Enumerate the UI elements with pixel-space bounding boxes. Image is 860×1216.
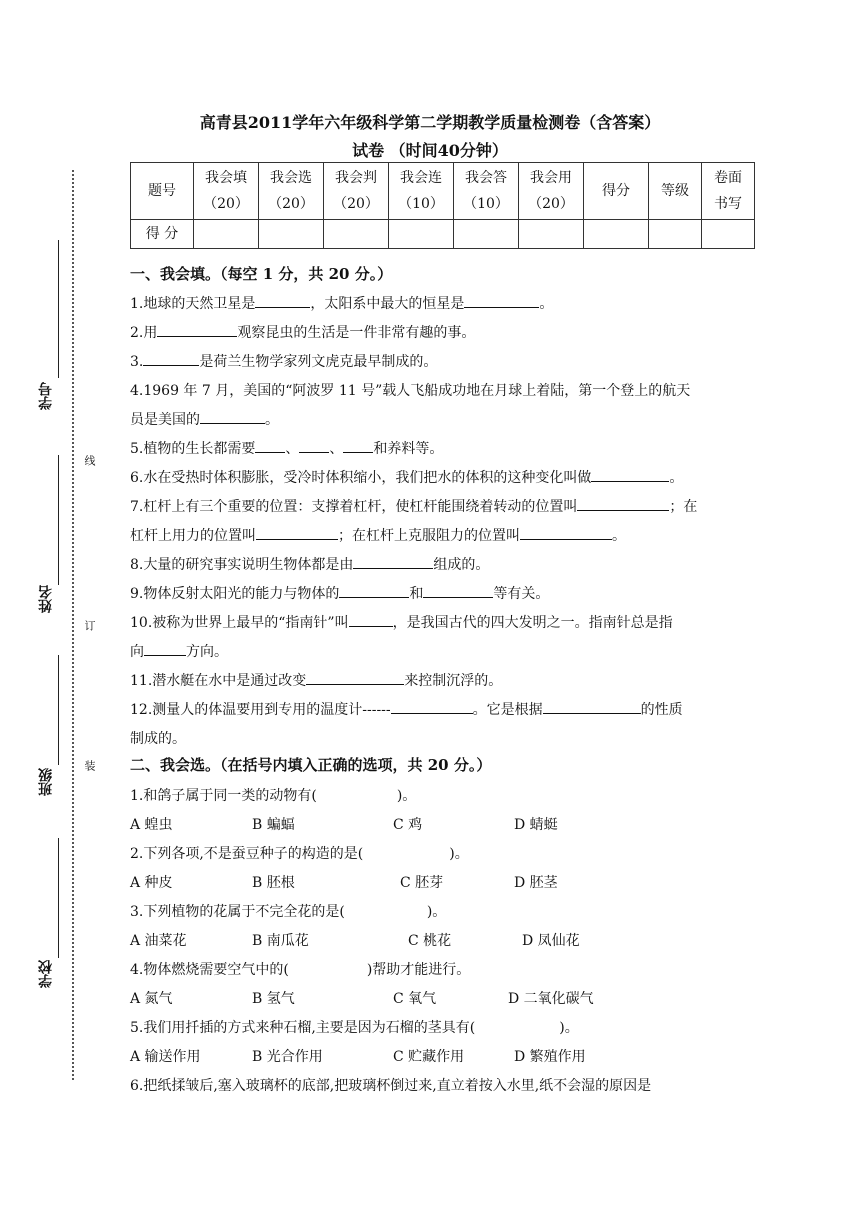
header-cell: 我会判 （20） [324,163,389,220]
option-a[interactable]: A 种皮 [130,875,173,891]
option-c[interactable]: C 贮藏作用 [393,1049,465,1065]
option-d[interactable]: D 蜻蜓 [514,817,558,833]
answer-blank[interactable] [339,584,409,598]
score-input-cell[interactable] [454,220,519,249]
answer-blank[interactable] [306,671,404,685]
header-cell: 卷面 书写 [702,163,755,220]
answer-blank[interactable] [464,294,539,308]
name-label: 姓名 [38,585,54,613]
answer-blank[interactable] [353,555,433,569]
option-b[interactable]: B 胚根 [252,875,295,891]
option-c[interactable]: C 桃花 [408,933,452,949]
option-a[interactable]: A 蝗虫 [130,817,173,833]
score-table [130,162,755,249]
option-c[interactable]: C 胚芽 [400,875,444,891]
exam-subtitle: 试卷 （时间40分钟） [352,141,508,160]
question-1-1: 1.地球的天然卫星是 ，太阳系中最大的恒星是 。 [130,296,554,312]
question-1-7-line1: 7.杠杆上有三个重要的位置：支撑着杠杆，使杠杆能围绕着转动的位置叫 ；在 [130,499,698,515]
question-2-5: 5.我们用扦插的方式来种石榴,主要是因为石榴的茎具有( )。 [130,1020,579,1036]
question-1-5: 5.植物的生长都需要 、 、 和养料等。 [130,441,444,457]
option-d[interactable]: D 胚茎 [514,875,558,891]
question-1-2: 2.用 观察昆虫的生活是一件非常有趣的事。 [130,325,476,341]
score-input-cell[interactable] [519,220,584,249]
section2-heading: 二、我会选。（在括号内填入正确的选项，共 20 分。） [130,756,492,774]
answer-blank[interactable] [255,439,285,453]
exam-title: 高青县2011学年六年级科学第二学期教学质量检测卷（含答案） [199,113,661,132]
answer-blank[interactable] [144,642,186,656]
header-cell: 我会连 （10） [389,163,454,220]
score-input-cell[interactable] [324,220,389,249]
header-cell: 等级 [649,163,702,220]
question-2-3: 3.下列植物的花属于不完全花的是( )。 [130,904,447,920]
question-1-10-line2: 向 方向。 [130,644,228,660]
name-line [58,455,59,585]
score-input-cell[interactable] [389,220,454,249]
student-id-line [58,240,59,378]
answer-blank[interactable] [157,323,237,337]
answer-blank[interactable] [200,410,265,424]
header-cell: 题号 [131,163,194,220]
answer-blank[interactable] [591,468,669,482]
question-1-6: 6.水在受热时体积膨胀，受冷时体积缩小，我们把水的体积的这种变化叫做 。 [130,470,684,486]
option-d[interactable]: D 凤仙花 [522,933,580,949]
question-1-10-line1: 10.被称为世界上最早的“指南针”叫 ，是我国古代的四大发明之一。指南针总是指 [130,615,673,631]
answer-blank[interactable] [349,613,393,627]
score-input-cell[interactable] [194,220,259,249]
score-row-label: 得 分 [131,220,194,249]
question-2-2: 2.下列各项,不是蚕豆种子的构造的是( )。 [130,846,469,862]
question-1-8: 8.大量的研究事实说明生物体都是由 组成的。 [130,557,490,573]
option-b[interactable]: B 氢气 [252,991,295,1007]
answer-blank[interactable] [143,352,199,366]
option-a[interactable]: A 油菜花 [130,933,187,949]
answer-blank[interactable] [343,439,373,453]
header-cell: 我会填 （20） [194,163,259,220]
answer-blank[interactable] [299,439,329,453]
option-d[interactable]: D 二氧化碳气 [508,991,594,1007]
school-line [58,838,59,958]
question-1-12-line1: 12.测量人的体温要用到专用的温度计------ 。它是根据 的性质 [130,702,683,718]
score-input-cell[interactable] [649,220,702,249]
binding-mark-ding: 订 [83,620,96,631]
student-id-label: 学号 [38,382,54,410]
answer-blank[interactable] [391,700,473,714]
school-label: 学校 [38,960,54,988]
option-c[interactable]: C 鸡 [393,817,423,833]
question-1-3: 3. 是荷兰生物学家列文虎克最早制成的。 [130,354,438,370]
option-a[interactable]: A 输送作用 [130,1049,201,1065]
binding-dotted-line [72,170,74,1080]
header-cell: 我会用 （20） [519,163,584,220]
question-1-12-line2: 制成的。 [130,731,186,747]
option-b[interactable]: B 光合作用 [252,1049,323,1065]
question-2-6: 6.把纸揉皱后,塞入玻璃杯的底部,把玻璃杯倒过来,直立着按入水里,纸不会湿的原因是 [130,1078,652,1094]
option-b[interactable]: B 蝙蝠 [252,817,295,833]
option-b[interactable]: B 南瓜花 [252,933,309,949]
question-1-4-line1: 4.1969 年 7 月，美国的“阿波罗 11 号”载人飞船成功地在月球上着陆，第一个登上的航天 [130,383,691,399]
question-1-11: 11.潜水艇在水中是通过改变 来控制沉浮的。 [130,673,503,689]
header-cell: 我会选 （20） [259,163,324,220]
class-line [58,655,59,765]
question-2-4: 4.物体燃烧需要空气中的( )帮助才能进行。 [130,962,471,978]
answer-blank[interactable] [256,526,338,540]
score-input-cell[interactable] [584,220,649,249]
class-label: 班级 [38,768,54,796]
score-table-score-row [131,220,755,249]
score-table-header-row [131,163,755,220]
answer-blank[interactable] [577,497,669,511]
option-c[interactable]: C 氧气 [393,991,437,1007]
answer-blank[interactable] [255,294,310,308]
binding-mark-zhuang: 装 [83,760,96,771]
score-input-cell[interactable] [259,220,324,249]
option-a[interactable]: A 氮气 [130,991,173,1007]
header-cell: 得分 [584,163,649,220]
score-input-cell[interactable] [702,220,755,249]
answer-blank[interactable] [543,700,641,714]
answer-blank[interactable] [423,584,493,598]
answer-blank[interactable] [520,526,612,540]
option-d[interactable]: D 繁殖作用 [514,1049,586,1065]
section1-heading: 一、我会填。（每空 1 分，共 20 分。） [130,265,393,283]
question-1-9: 9.物体反射太阳光的能力与物体的 和 等有关。 [130,586,550,602]
binding-mark-xian: 线 [83,455,96,466]
question-2-1: 1.和鸽子属于同一类的动物有( )。 [130,788,417,804]
header-cell: 我会答 （10） [454,163,519,220]
question-1-4-line2: 员是美国的 。 [130,412,279,428]
question-1-7-line2: 杠杆上用力的位置叫 ；在杠杆上克服阻力的位置叫 。 [130,528,626,544]
